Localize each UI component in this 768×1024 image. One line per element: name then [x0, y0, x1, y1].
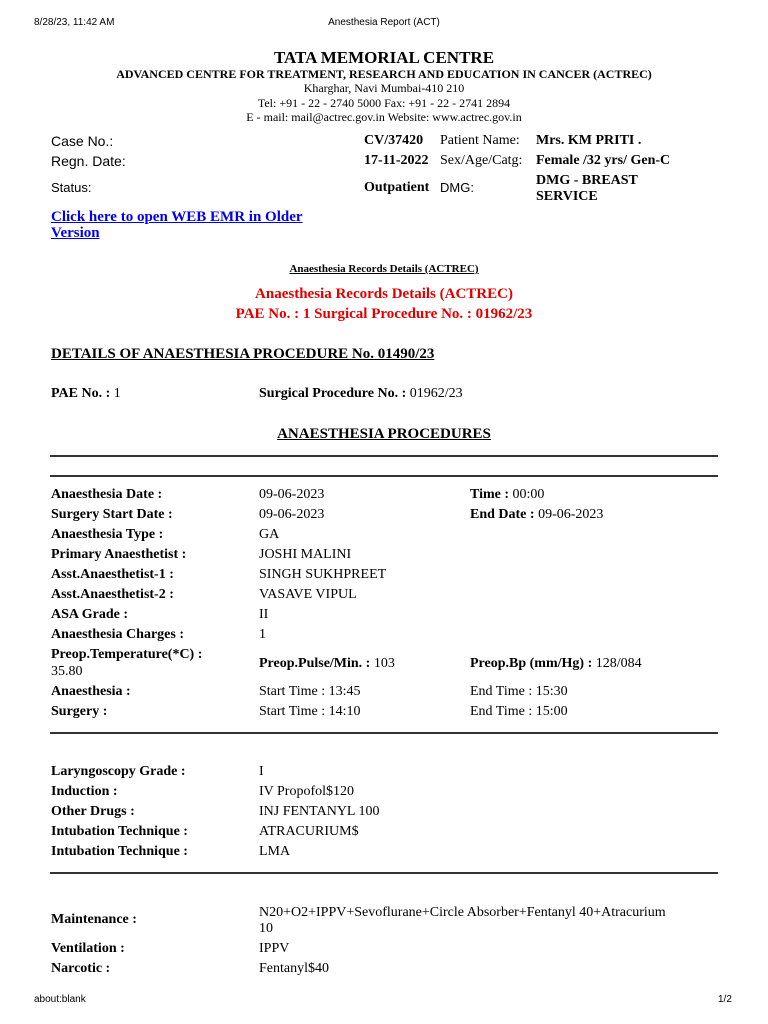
asa-grade-label: ASA Grade :: [51, 607, 128, 622]
asst-anaesthetist-2-label: Asst.Anaesthetist-2 :: [51, 587, 174, 602]
induction-label: Induction :: [51, 784, 118, 799]
maintenance-value-line1: N20+O2+IPPV+Sevoflurane+Circle Absorber+Fentanyl 40+Atracurium: [259, 905, 666, 920]
patient-name-value: Mrs. KM PRITI .: [536, 133, 642, 148]
pae-no-label: PAE No. :: [51, 386, 111, 401]
time-value: 00:00: [512, 487, 545, 502]
asst-anaesthetist-1-value: SINGH SUKHPREET: [259, 567, 387, 582]
end-date-field: [470, 507, 603, 523]
patient-name-label: Patient Name:: [440, 133, 520, 148]
case-no-value: CV/37420: [364, 133, 424, 148]
divider: [50, 475, 718, 477]
anaesthesia-type-label: Anaesthesia Type :: [51, 527, 164, 542]
preop-bp-field: [470, 656, 642, 672]
intubation-technique-label: Intubation Technique :: [51, 824, 188, 839]
anaesthesia-date-label: Anaesthesia Date :: [51, 487, 163, 502]
surgical-procedure-no: [259, 386, 463, 402]
anaesthesia-time-label: Anaesthesia :: [51, 684, 131, 699]
preop-bp-label: Preop.Bp (mm/Hg) :: [470, 656, 593, 671]
divider: [50, 455, 718, 457]
asst-anaesthetist-1-label: Asst.Anaesthetist-1 :: [51, 567, 174, 582]
status-value: Outpatient: [364, 180, 430, 195]
intubation-technique-label: Intubation Technique :: [51, 844, 188, 859]
records-red-subtitle: PAE No. : 1 Surgical Procedure No. : 01962/23: [235, 306, 533, 322]
status-label: Status:: [51, 180, 92, 195]
anaesthesia-charges-value: 1: [259, 627, 266, 642]
anaesthesia-type-value: GA: [259, 527, 280, 542]
primary-anaesthetist-value: JOSHI MALINI: [259, 547, 352, 562]
surgery-start-time: Start Time : 14:10: [259, 704, 361, 719]
primary-anaesthetist-label: Primary Anaesthetist :: [51, 547, 187, 562]
asst-anaesthetist-2-value: VASAVE VIPUL: [259, 587, 357, 602]
hospital-phone: Tel: +91 - 22 - 2740 5000 Fax: +91 - 22 - 2741 2894: [257, 96, 511, 110]
print-footer-url: about:blank: [34, 994, 86, 1005]
time-field: [470, 487, 544, 503]
intubation-technique-value: LMA: [259, 844, 291, 859]
other-drugs-value: INJ FENTANYL 100: [259, 804, 380, 819]
intubation-technique-value: ATRACURIUM$: [259, 824, 359, 839]
open-web-emr-link[interactable]: [51, 209, 303, 241]
preop-pulse-field: [259, 656, 395, 672]
laryngoscopy-grade-value: I: [259, 764, 264, 779]
maintenance-value-line2: 10: [259, 921, 273, 936]
pae-no-value: 1: [113, 386, 121, 401]
print-title: Anesthesia Report (ACT): [328, 17, 440, 28]
details-heading: DETAILS OF ANAESTHESIA PROCEDURE No. 01490/23: [51, 346, 435, 362]
open-web-emr-link-line2[interactable]: Version: [51, 225, 100, 241]
ventilation-label: Ventilation :: [51, 941, 125, 956]
other-drugs-label: Other Drugs :: [51, 804, 135, 819]
narcotic-value: Fentanyl$40: [259, 961, 329, 976]
anaesthesia-date-value: 09-06-2023: [259, 487, 325, 502]
divider: [50, 872, 718, 874]
induction-value: IV Propofol$120: [259, 784, 355, 799]
surgical-procedure-no-label: Surgical Procedure No. :: [259, 386, 407, 401]
preop-temperature-label: Preop.Temperature(*C) :: [51, 647, 203, 662]
preop-pulse-label: Preop.Pulse/Min. :: [259, 656, 371, 671]
print-datetime: 8/28/23, 11:42 AM: [34, 17, 115, 28]
dmg-value-line2: SERVICE: [536, 189, 598, 204]
preop-temperature-value: 35.80: [51, 664, 83, 679]
asa-grade-value: II: [259, 607, 269, 622]
narcotic-label: Narcotic :: [51, 961, 111, 976]
print-footer-page: 1/2: [718, 994, 732, 1005]
surgery-time-label: Surgery :: [51, 704, 108, 719]
hospital-name: TATA MEMORIAL CENTRE: [273, 48, 495, 67]
regn-date-label: Regn. Date:: [51, 153, 126, 169]
end-date-value: 09-06-2023: [538, 507, 604, 522]
surgery-end-time: End Time : 15:00: [470, 704, 568, 719]
surgery-start-date-value: 09-06-2023: [259, 507, 325, 522]
anaesthesia-end-time: End Time : 15:30: [470, 684, 568, 699]
sex-age-value: Female /32 yrs/ Gen-C: [536, 153, 671, 168]
regn-date-value: 17-11-2022: [364, 153, 429, 168]
surgical-procedure-no-value: 01962/23: [409, 386, 463, 401]
hospital-contact: E - mail: mail@actrec.gov.in Website: www.actrec.gov.in: [246, 110, 522, 124]
records-red-title: Anaesthesia Records Details (ACTREC): [255, 286, 513, 302]
preop-pulse-value: 103: [373, 656, 395, 671]
dmg-label: DMG:: [440, 180, 474, 195]
case-no-label: Case No.:: [51, 133, 114, 149]
preop-bp-value: 128/084: [595, 656, 642, 671]
laryngoscopy-grade-label: Laryngoscopy Grade :: [51, 764, 186, 779]
surgery-start-date-label: Surgery Start Date :: [51, 507, 173, 522]
sex-age-label: Sex/Age/Catg:: [440, 153, 523, 168]
hospital-subtitle: ADVANCED CENTRE FOR TREATMENT, RESEARCH AND EDUCATION IN CANCER (ACTREC): [116, 67, 652, 81]
open-web-emr-link-line1[interactable]: Click here to open WEB EMR in Older: [51, 209, 303, 225]
maintenance-label: Maintenance :: [51, 912, 137, 927]
anaesthesia-start-time: Start Time : 13:45: [259, 684, 361, 699]
ventilation-value: IPPV: [259, 941, 290, 956]
hospital-address: Kharghar, Navi Mumbai-410 210: [303, 81, 465, 95]
anaesthesia-charges-label: Anaesthesia Charges :: [51, 627, 184, 642]
records-small-title: Anaesthesia Records Details (ACTREC): [289, 263, 479, 275]
end-date-label: End Date :: [470, 507, 535, 522]
divider: [50, 732, 718, 734]
dmg-value-line1: DMG - BREAST: [536, 173, 638, 188]
section-title-procedures: ANAESTHESIA PROCEDURES: [277, 426, 491, 442]
time-label: Time :: [470, 487, 510, 502]
pae-no: [51, 386, 121, 402]
